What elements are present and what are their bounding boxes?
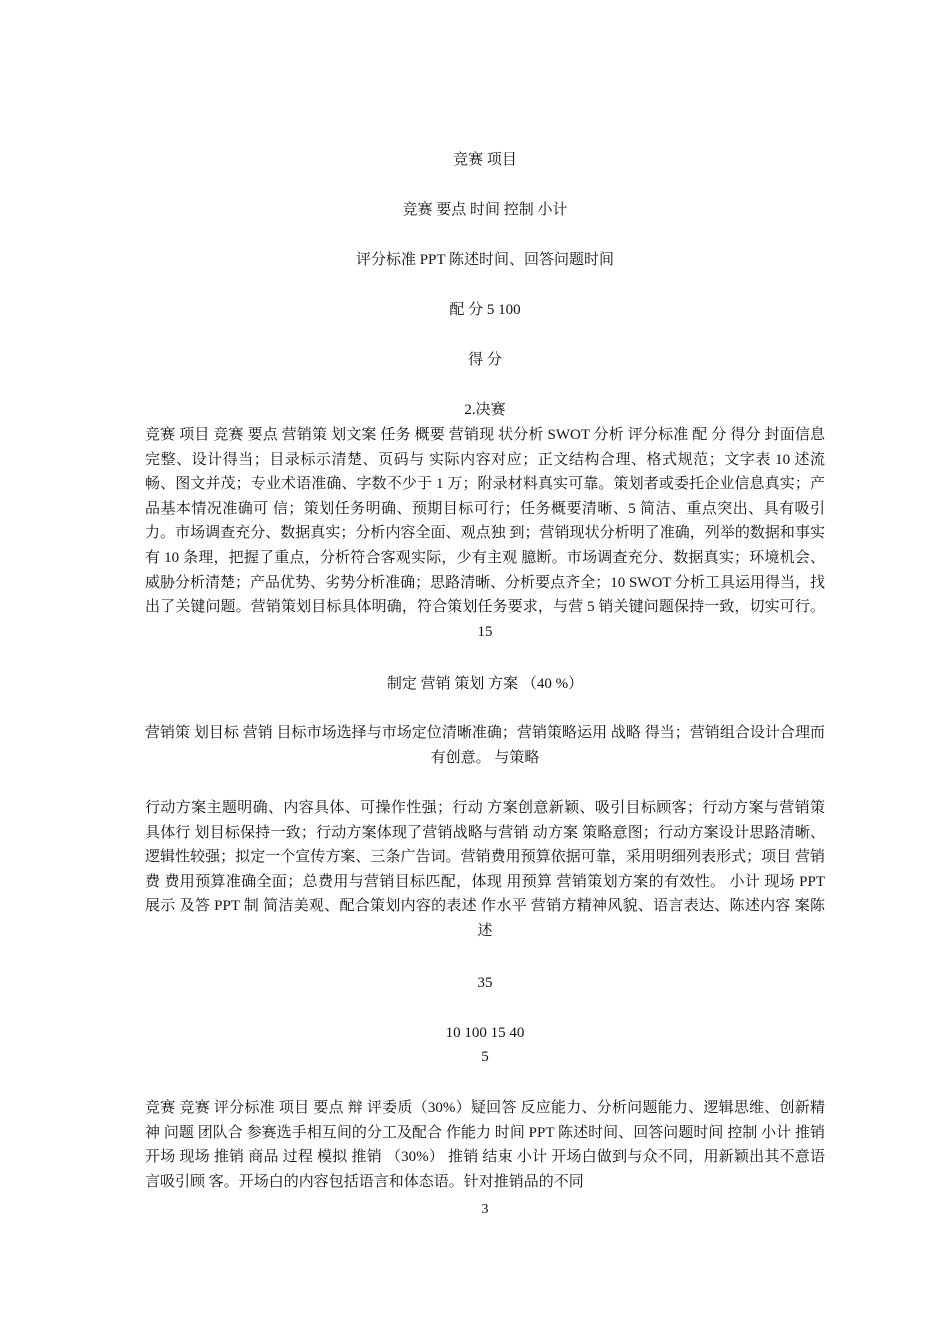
number-line-scores: 10 100 15 40 [445,1025,525,1041]
final-section-body: 竞赛 项目 竞赛 要点 营销策 划文案 任务 概要 营销现 状分析 SWOT 分析 评分标准 配 分 得分 封面信息完整、设计得当；目录标示清楚、页码与 实际内容对应；正文结构合理、格式规范；文字表 10 述流畅、图文并茂；专业术语准确、字数不少于 1 万；附录材料真实可靠。策划者或委托企业信息真实；产品基本情况准确可 信；策划任务明确、预期目标可行；任务概要清晰、5 简洁、重点突出、具有吸引力。市场调查充分、数据真实；分析内容全面、观点独 到；营销现状分析明了准确，列举的数据和事实有 10 条理，把握了重点，分析符合客观实际，少有主观 臆断。市场调查充分、数据真实；环境机会、威胁分析清楚；产品优势、劣势分析准确；思路清晰、分析要点齐全；10 SWOT 分析工具运用得当，找出了关键问题。营销策划目标具体明确，符合策划任务要求，与营 5 销关键问题保持一致，切实可行。 15 [145,427,825,640]
page-number: 3 [481,1202,489,1217]
defense-paragraph: 竞赛 竞赛 评分标准 项目 要点 辩 评委质（30%）疑回答 反应能力、分析问题能力、逻辑思维、创新精神 问题 团队合 参赛选手相互间的分工及配合 作能力 时间 PPT 陈述时间、回答问题时间 控制 小计 推销 开场 现场 推销 商品 过程 模拟 推销 （30%） 推销 结束 小计 开场白做到与众不同，用新颖出其不意语言吸引顾 客。开场白的内容包括语言和体态语。针对推销品的不同 [145,1100,825,1190]
final-section-title: 2.决赛 [464,402,506,418]
action-plan-paragraph: 行动方案主题明确、内容具体、可操作性强；行动 方案创意新颖、吸引目标顾客；行动方案与营销策 具体行 划目标保持一致；行动方案体现了营销战略与营销 动方案 策略意图；行动方案设计思路清晰、逻辑性较强；拟定一个宣传方案、三条广告词。营销费用预算依据可靠，采用明细列表形式；项目 营销费 费用预算准确全面；总费用与营销目标匹配，体现 用预算 营销策划方案的有效性。 小计 现场 PPT 展示 及答 PPT 制 简洁美观、配合策划内容的表述 作水平 营销方精神风貌、语言表达、陈述内容 案陈述 [145,800,825,939]
plan-heading: 制定 营销 策划 方案 （40 %） [386,676,584,692]
number-line-5: 5 [481,1049,489,1065]
header-line-points: 配 分 5 100 [449,302,521,318]
header-line-scoring-standard: 评分标准 PPT 陈述时间、回答问题时间 [355,252,615,268]
header-line-score: 得 分 [468,352,502,368]
plan-goal-paragraph: 营销策 划目标 营销 目标市场选择与市场定位清晰准确；营销策略运用 战略 得当；营销组合设计合理而有创意。 与策略 [145,725,825,766]
header-line-key-points: 竞赛 要点 时间 控制 小计 [402,202,568,218]
header-line-competition-project: 竞赛 项目 [453,152,517,168]
number-line-35: 35 [477,975,493,991]
